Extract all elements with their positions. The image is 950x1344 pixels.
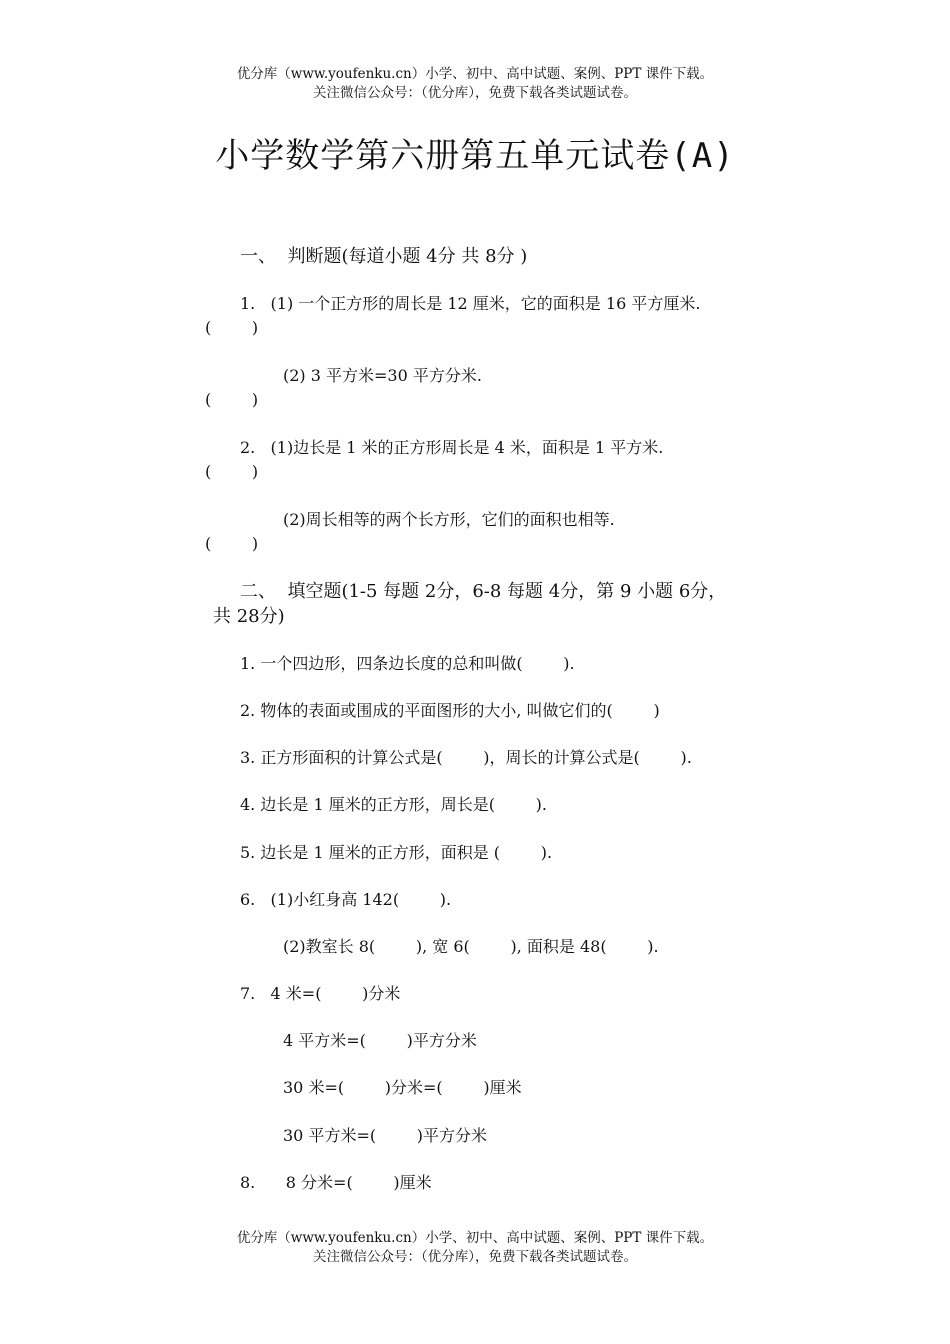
answer-paren: ( ) [205, 534, 259, 553]
fill-question-6-1: 6. (1)小红身高 142( ). [240, 890, 452, 909]
answer-paren: ( ) [205, 318, 259, 337]
fill-question-4: 4. 边长是 1 厘米的正方形，周长是( ). [240, 795, 547, 814]
fill-question-3: 3. 正方形面积的计算公式是( )，周长的计算公式是( ). [240, 748, 692, 767]
fill-question-5: 5. 边长是 1 厘米的正方形，面积是 ( ). [240, 843, 553, 862]
section1-heading: 一、 判断题(每道小题 4分 共 8分 ) [240, 246, 528, 267]
fill-question-7-2: 4 平方米=( )平方分米 [283, 1031, 477, 1050]
judge-question-1-2: (2) 3 平方米=30 平方分米. [283, 366, 482, 385]
fill-question-2: 2. 物体的表面或围成的平面图形的大小, 叫做它们的( ) [240, 701, 660, 720]
section2-heading: 二、 填空题(1-5 每题 2分，6-8 每题 4分，第 9 小题 6分， [240, 581, 727, 602]
footer-line-2: 关注微信公众号：（优分库），免费下载各类试题试卷。 [313, 1249, 637, 1265]
judge-question-1-1: 1. (1) 一个正方形的周长是 12 厘米，它的面积是 16 平方厘米. [240, 294, 701, 313]
page-title: 小学数学第六册第五单元试卷(A) [215, 136, 735, 176]
fill-question-8: 8. 8 分米=( )厘米 [240, 1173, 432, 1192]
fill-question-7-1: 7. 4 米=( )分米 [240, 984, 401, 1003]
judge-question-2-1: 2. (1)边长是 1 米的正方形周长是 4 米，面积是 1 平方米. [240, 438, 664, 457]
header-line-2: 关注微信公众号：（优分库），免费下载各类试题试卷。 [313, 85, 637, 101]
fill-question-7-4: 30 平方米=( )平方分米 [283, 1126, 488, 1145]
fill-question-6-2: (2)教室长 8( ), 宽 6( ), 面积是 48( ). [283, 937, 659, 956]
judge-question-2-2: (2)周长相等的两个长方形，它们的面积也相等. [283, 510, 615, 529]
section2-heading-cont: 共 28分) [213, 606, 285, 627]
header-line-1: 优分库（www.youfenku.cn）小学、初中、高中试题、案例、PPT 课件下载。 [236, 66, 714, 82]
footer-line-1: 优分库（www.youfenku.cn）小学、初中、高中试题、案例、PPT 课件下载。 [236, 1230, 714, 1246]
answer-paren: ( ) [205, 462, 259, 481]
fill-question-7-3: 30 米=( )分米=( )厘米 [283, 1078, 522, 1097]
answer-paren: ( ) [205, 390, 259, 409]
fill-question-1: 1. 一个四边形，四条边长度的总和叫做( ). [240, 654, 575, 673]
